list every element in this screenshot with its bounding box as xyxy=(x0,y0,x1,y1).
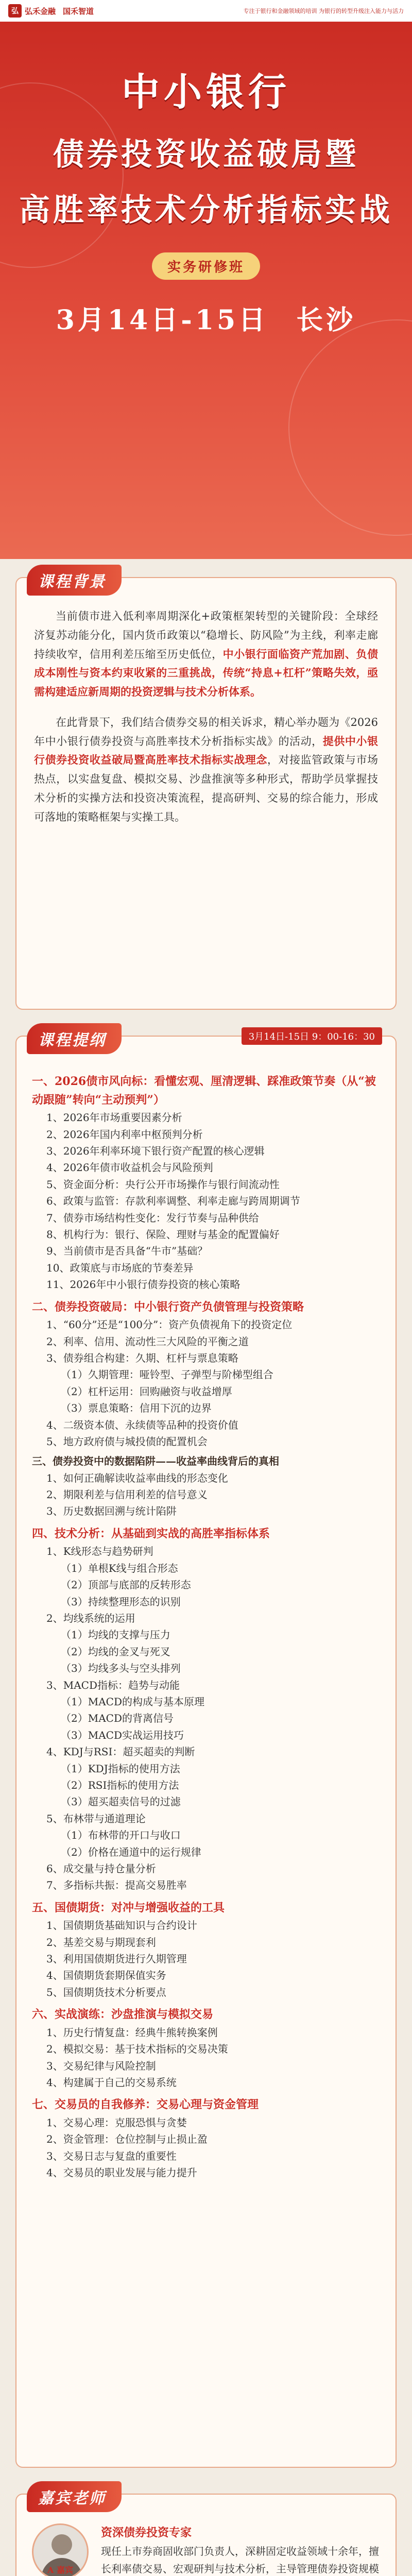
outline-item: （3）均线多头与空头排列 xyxy=(61,1662,181,1675)
outline-item: 3、2026年利率环境下银行资产配置的核心逻辑 xyxy=(46,1145,265,1158)
outline-item: 4、构建属于自己的交易系统 xyxy=(46,2076,177,2089)
outline-item: 2、模拟交易：基于技术指标的交易决策 xyxy=(46,2043,228,2056)
top-slogan: 专注于银行和金融领域的培训 为银行的转型升级注入能力与活力 xyxy=(243,8,404,14)
outline-item: 7、债券市场结构性变化：发行节奏与品种供给 xyxy=(46,1211,259,1224)
outline-item: 4、KDJ与RSI：超买超卖的判断 xyxy=(46,1745,195,1758)
outline-item: 3、利用国债期货进行久期管理 xyxy=(46,1953,187,1965)
hero-title-line1: 中小银行 xyxy=(122,70,290,114)
teacher-name: A 嘉宾 xyxy=(47,2565,73,2575)
outline-heading: 六、实战演练：沙盘推演与模拟交易 xyxy=(32,2008,214,2022)
course-type-badge: 实务研修班 xyxy=(152,252,260,280)
outline-item: 2、利率、信用、流动性三大风险的平衡之道 xyxy=(46,1335,249,1348)
teacher-desc: 现任上市券商固收部门负责人，深耕固定收益领域十余年，擅长利率债交易、宏观研判与技术分析，主导管理债券投资规模 xyxy=(101,2545,379,2575)
outline-item: 2、2026年国内利率中枢预判分析 xyxy=(46,1128,203,1141)
outline-item: 3、交易日志与复盘的重要性 xyxy=(46,2149,177,2162)
outline-heading: 一、2026债市风向标：看懂宏观、厘清逻辑、踩准政策节奏（从“被动跟随”转向“主动预判”） xyxy=(32,1075,376,1107)
section-heading: 课程提纲 xyxy=(27,1023,122,1054)
background-highlight1: 中小银行面临资产荒加剧、负债成本刚性与资本约束收紧的三重挑战，传统“持息+杠杆”策略失效，亟需构建适应新周期的投资逻辑与技术分析体系。 xyxy=(34,647,379,698)
background-highlight2: 提供中小银行债券投资收益破局暨高胜率技术指标实战理念 xyxy=(34,734,379,767)
outline-item: 1、2026年市场重要因素分析 xyxy=(46,1111,182,1124)
outline-heading: 二、债券投资破局：中小银行资产负债管理与投资策略 xyxy=(32,1300,304,1314)
hero-title-block xyxy=(0,62,412,337)
outline-item: （2）价格在通道中的运行规律 xyxy=(61,1845,201,1858)
background-text xyxy=(16,578,396,842)
outline-item: 2、期限利差与信用利差的信号意义 xyxy=(46,1488,208,1501)
event-date xyxy=(0,298,412,337)
outline-item: 5、布林带与通道理论 xyxy=(46,1812,146,1825)
background-para2: 在此背景下，我们结合债券交易的相关诉求，精心举办题为《2026年中小银行债券投资与高胜率技术分析指标实战》的活动， xyxy=(34,716,378,748)
outline-item: 5、国债期货技术分析要点 xyxy=(46,1986,166,1998)
outline-item: 11、2026年中小银行债券投资的核心策略 xyxy=(46,1278,241,1291)
event-city: 长沙 xyxy=(296,304,356,336)
outline-item: （2）杠杆运用：回购融资与收益增厚 xyxy=(61,1385,232,1398)
outline-item: （1）单根K线与组合形态 xyxy=(61,1562,178,1574)
outline-item: 3、MACD指标：趋势与动能 xyxy=(46,1679,180,1691)
top-bar xyxy=(0,0,412,22)
outline-item: （3）超买超卖信号的过滤 xyxy=(61,1795,181,1808)
event-date-range: 3月14日-15日 xyxy=(56,304,269,336)
outline-item: 3、历史数据回溯与统计陷阱 xyxy=(46,1505,177,1518)
outline-item: 9、当前债市是否具备“牛市”基础？ xyxy=(46,1245,208,1258)
outline-item: 1、交易心理：克服恐惧与贪婪 xyxy=(46,2116,187,2129)
outline-item: （2）MACD的背离信号 xyxy=(61,1712,174,1725)
outline-item: （1）布林带的开口与收口 xyxy=(61,1829,181,1842)
outline-item: 3、债券组合构建：久期、杠杆与票息策略 xyxy=(46,1351,238,1364)
hero-title-line2: 债券投资收益破局暨 xyxy=(53,137,359,173)
outline-item: 2、均线系统的运用 xyxy=(46,1612,135,1625)
outline-item: 1、历史行情复盘：经典牛熊转换案例 xyxy=(46,2026,218,2039)
course-time: 3月14日-15日 9：00-16：30 xyxy=(242,1027,382,1045)
outline-heading: 五、国债期货：对冲与增强收益的工具 xyxy=(32,1901,225,1914)
brand-mark-icon: 弘 xyxy=(8,4,22,18)
outline-item: 4、二级资本债、永续债等品种的投资价值 xyxy=(46,1418,238,1431)
outline-item: （2）顶部与底部的反转形态 xyxy=(61,1579,191,1591)
outline-heading: 四、技术分析：从基础到实战的高胜率指标体系 xyxy=(32,1527,270,1540)
outline-item: 3、交易纪律与风险控制 xyxy=(46,2059,156,2072)
outline-heading: 三、债券投资中的数据陷阱——收益率曲线背后的真相 xyxy=(32,1455,279,1468)
outline-item: （1）均线的支撑与压力 xyxy=(61,1629,170,1641)
outline-item: 1、国债期货基础知识与合约设计 xyxy=(46,1919,197,1932)
outline-item: （2）RSI指标的使用方法 xyxy=(61,1778,179,1791)
teacher-title: 资深债券投资专家 xyxy=(101,2526,192,2539)
outline-item: 2、资金管理：仓位控制与止损止盈 xyxy=(46,2133,208,2146)
outline-item: 4、2026年债市收益机会与风险预判 xyxy=(46,1161,213,1174)
hero-banner xyxy=(0,0,412,559)
brand-logo xyxy=(8,4,56,18)
outline-item: 4、交易员的职业发展与能力提升 xyxy=(46,2166,197,2179)
outline-item: 5、地方政府债与城投债的配置机会 xyxy=(46,1435,208,1448)
outline-list xyxy=(16,1037,396,2197)
decor-circle xyxy=(288,319,412,536)
outline-item: （3）MACD实战运用技巧 xyxy=(61,1728,184,1741)
outline-item: 6、政策与监管：存款利率调整、利率走廊与跨周期调节 xyxy=(46,1195,300,1208)
outline-item: （3）票息策略：信用下沉的边界 xyxy=(61,1402,212,1415)
avatar xyxy=(32,2523,89,2576)
outline-item: 1、如何正确解读收益率曲线的形态变化 xyxy=(46,1471,228,1484)
teachers-section xyxy=(15,2489,397,2576)
outline-item: 1、K线形态与趋势研判 xyxy=(46,1545,153,1558)
section-heading: 课程背景 xyxy=(27,565,122,596)
partner-logo: 国禾智道 xyxy=(63,6,94,16)
outline-item: （3）持续整理形态的识别 xyxy=(61,1595,181,1608)
outline-heading: 七、交易员的自我修养：交易心理与资金管理 xyxy=(32,2098,259,2112)
outline-item: 8、机构行为：银行、保险、理财与基金的配置偏好 xyxy=(46,1228,280,1241)
outline-item: 5、资金面分析：央行公开市场操作与银行间流动性 xyxy=(46,1178,280,1191)
outline-item: （2）均线的金叉与死叉 xyxy=(61,1645,170,1658)
outline-item: 1、“60分”还是“100分”：资产负债视角下的投资定位 xyxy=(46,1318,293,1331)
brand-name: 弘禾金融 xyxy=(25,6,56,16)
outline-item: 10、政策底与市场底的节奏差异 xyxy=(46,1261,194,1274)
background-section xyxy=(15,573,397,1010)
background-para2-tail: ，对接监管政策与市场热点，以实盘复盘、模拟交易、沙盘推演等多种形式，帮助学员掌握技术分析的实操方法和投资决策流程，提高研判、交易的综合能力，形成可落地的策略框架与实操工具。 xyxy=(34,754,379,823)
outline-item: （1）MACD的构成与基本原理 xyxy=(61,1696,204,1708)
outline-item: 7、多指标共振：提高交易胜率 xyxy=(46,1879,187,1892)
section-heading: 嘉宾老师 xyxy=(27,2481,122,2512)
outline-item: 4、国债期货套期保值实务 xyxy=(46,1969,166,1982)
hero-title-line3: 高胜率技术分析指标实战 xyxy=(19,192,393,228)
outline-section xyxy=(15,1031,397,2468)
background-para1: 当前债市进入低利率周期深化+政策框架转型的关键阶段：全球经济复苏动能分化，国内货币政策以“稳增长、防风险”为主线，利率走廊持续收窄，信用利差压缩至历史低位， xyxy=(34,610,378,660)
outline-item: 6、成交量与持仓量分析 xyxy=(46,1862,156,1875)
outline-item: 2、基差交易与期现套利 xyxy=(46,1936,156,1948)
outline-item: （1）KDJ指标的使用方法 xyxy=(61,1762,180,1775)
outline-item: （1）久期管理：哑铃型、子弹型与阶梯型组合 xyxy=(61,1368,273,1381)
